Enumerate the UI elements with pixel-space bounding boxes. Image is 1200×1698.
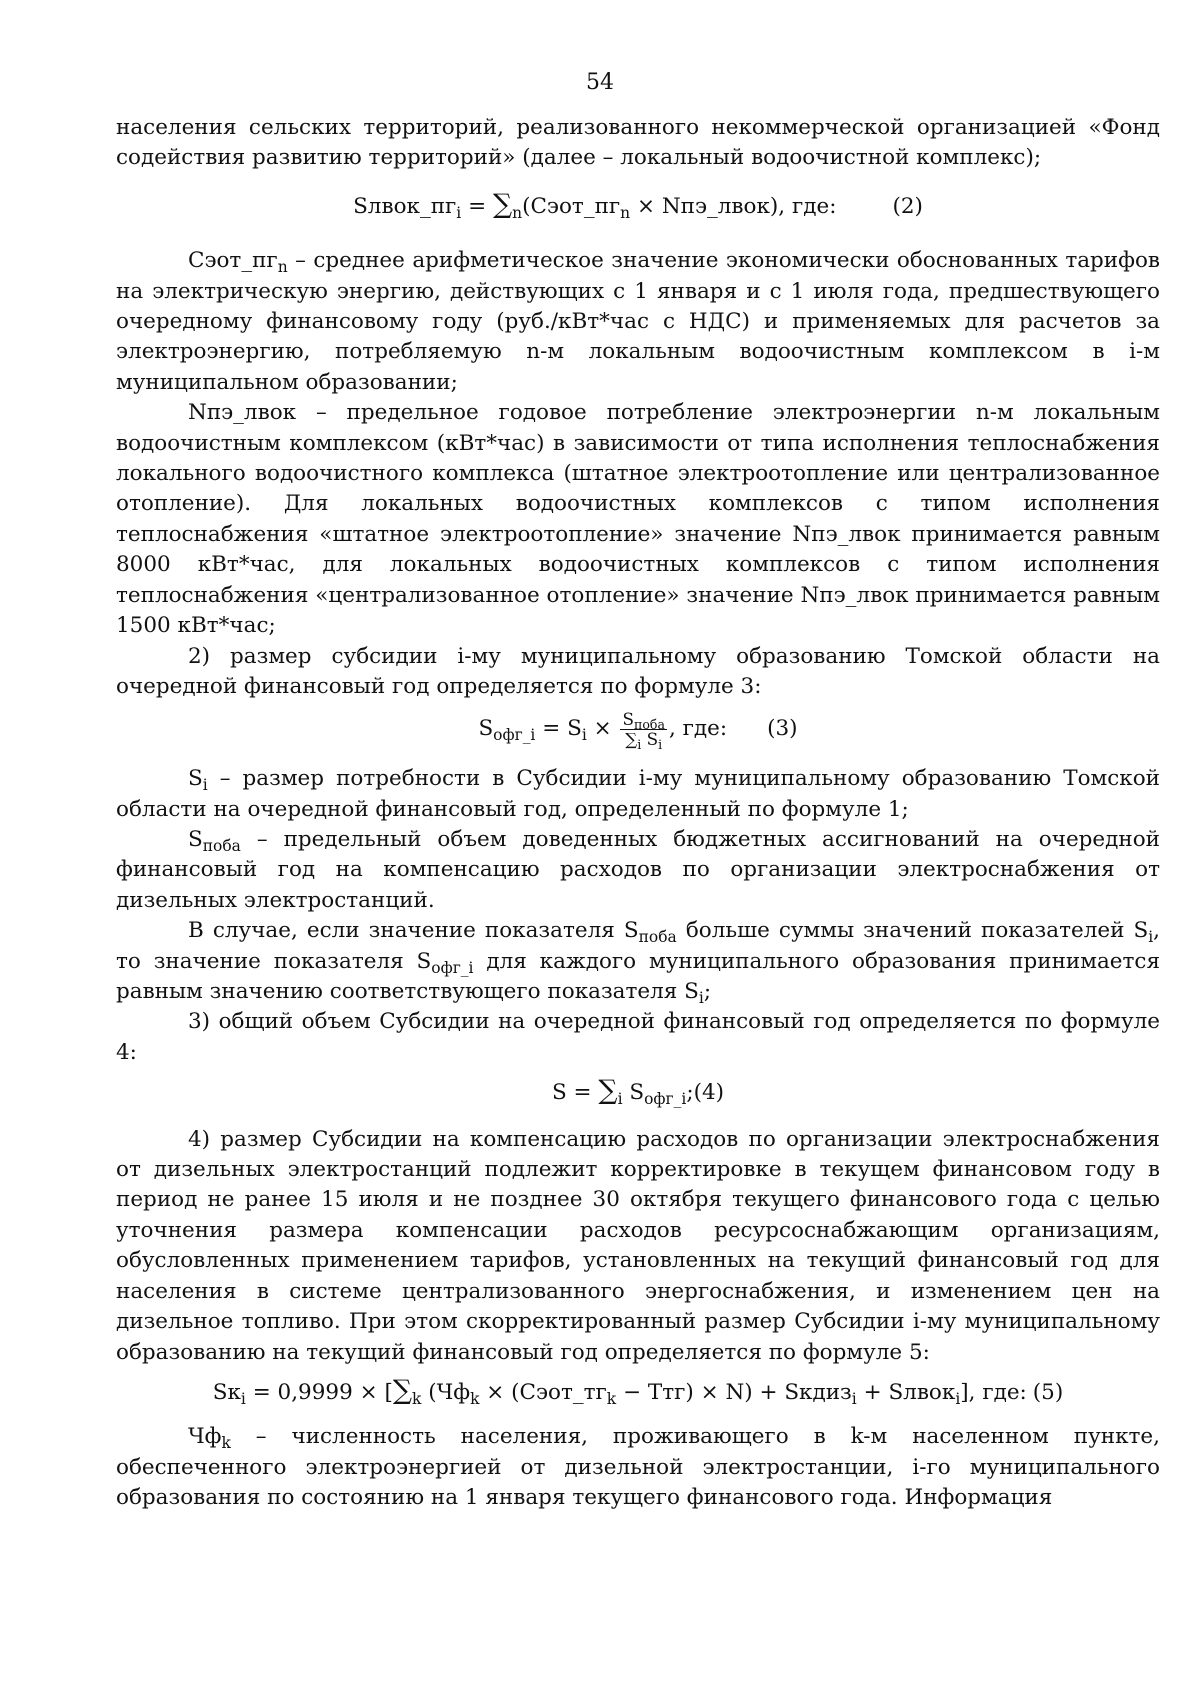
document-body — [116, 113, 1160, 1514]
formula-number: (5) — [1032, 1379, 1064, 1405]
paragraph-chf-definition: $Чф_k$ – численность населения, проживающего в k-м населенном пункте, обеспеченного электроэнергией от дизельной электростанции, i-го муниципального образования по состоянию на 1 января текущего финансового года. Информация — [116, 1424, 1160, 1511]
paragraph-item-2: 2) размер субсидии i-му муниципальному образованию Томской области на очередной финансовый год определяется по формуле 3: — [116, 643, 1160, 699]
formula-2: $Sлвок\_пг_i$ = $\sum_n(Сэот\_пг_n$ × Nпэ_лвок), где: (2) — [353, 188, 923, 222]
paragraph-case: В случае, если значение показателя $S_{поба}$ больше суммы значений показателей $S_i$, то значение показателя $S_{офг\_i}$ для каждого муниципального образования принимается равным значению соответствующего показателя $S_i$; — [116, 918, 1161, 1007]
paragraph-npe-definition: Nпэ_лвок – предельное годовое потребление электроэнергии n-м локальным водоочистным комплексом (кВт*час) в зависимости от типа исполнения теплоснабжения локального водоочистного комплекса (штатное электроотопление или централизованное отопление). Для локальных водоочистных комплексов с типом исполнения теплоснабжения «штатное электроотопление» значение Nпэ_лвок принимается равным 8000 кВт*час, для локальных водоочистных комплексов с типом исполнения теплоснабжения «централизованное отопление» значение Nпэ_лвок принимается равным 1500 кВт*час; — [116, 400, 1160, 639]
formula-3: $S_{офг\_i} = S_i$ × $\frac{S_{поба}}{\sum_i S_i}$ , где: (3) — [478, 709, 798, 752]
paragraph-si-definition: $S_i$ – размер потребности в Субсидии i-му муниципальному образованию Томской области на очередной финансовый год, определенный по формуле 1; — [116, 766, 1160, 822]
paragraph-intro: населения сельских территорий, реализованного некоммерческой организацией «Фонд содействия развитию территорий» (далее – локальный водоочистной комплекс); — [116, 115, 1160, 171]
formula-5: $Sк_i = 0,9999 \times [\sum_k$ ($Чф_k$ × $(Сэот\_тг_k - Ттг) \times N$) + Sкдиз$_i$ + Sлвок$_i$], где: (5) — [212, 1374, 1064, 1408]
formula-4: $S = \sum_i$ $S_{офг\_i};(4)$ — [551, 1075, 725, 1109]
paragraph-item-4: 4) размер Субсидии на компенсацию расходов по организации электроснабжения от дизельных электростанций подлежит корректировке в текущем финансовом году в период не ранее 15 июля и не позднее 30 октября текущего финансового года с целью уточнения размера компенсации расходов ресурсоснабжающим организациям, обусловленных применением тарифов, установленных на текущий финансовый год для населения в системе централизованного энергоснабжения, и изменением цен на дизельное топливо. При этом скорректированный размер Субсидии i-му муниципальному образованию на текущий финансовый год определяется по формуле 5: — [116, 1126, 1160, 1365]
formula-number: (3) — [767, 716, 798, 742]
paragraph-spoba-definition: $S_{поба}$ – предельный объем доведенных бюджетных ассигнований на очередной финансовый год на компенсацию расходов по организации электроснабжения от дизельных электростанций. — [116, 827, 1160, 913]
paragraph-item-3: 3) общий объем Субсидии на очередной финансовый год определяется по формуле 4: — [116, 1009, 1160, 1065]
fraction: $\frac{S_{поба}}{\sum_i S_i}$ — [622, 709, 665, 752]
paragraph-seot-definition: $Сэот\_пг_n$ – среднее арифметическое значение экономически обоснованных тарифов на электрическую энергию, действующих с 1 января и с 1 июля года, предшествующего очередному финансовому году (руб./кВт*час с НДС) и применяемых для расчетов за электроэнергию, потребляемую n-м локальным водоочистным комплексом в i-м муниципальном образовании; — [116, 248, 1160, 395]
formula-number: (2) — [892, 193, 923, 219]
page-number: 54 — [586, 70, 614, 95]
